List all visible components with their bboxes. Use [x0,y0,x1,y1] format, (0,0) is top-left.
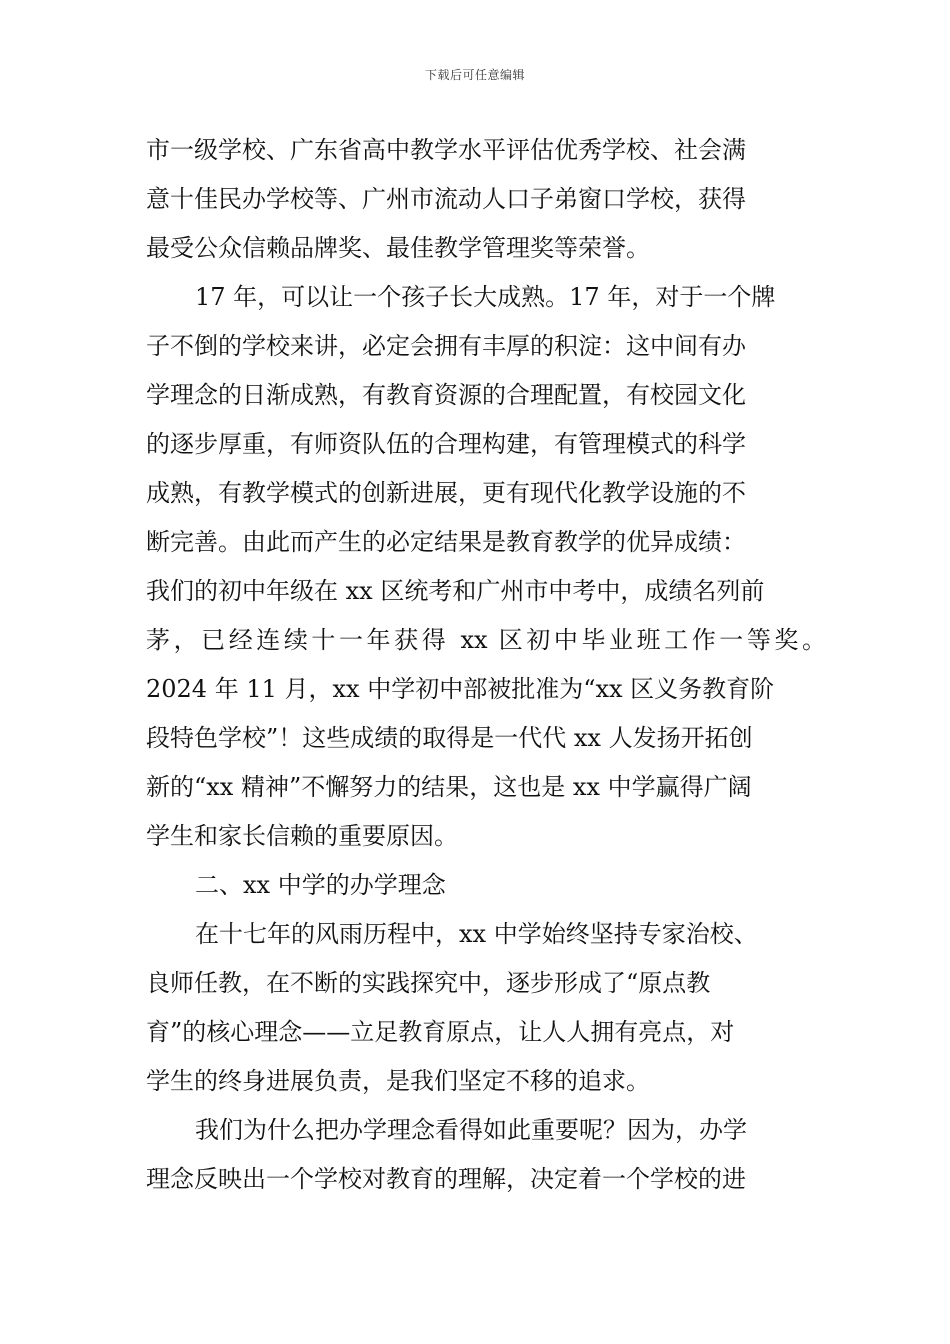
paragraph-first-line: 在十七年的风雨历程中，xx 中学始终坚持专家治校、 [195,920,758,948]
section-heading: 二、xx 中学的办学理念 [195,871,446,899]
body-line: 段特色学校”！这些成绩的取得是一代代 xx 人发扬开拓创 [146,724,753,752]
body-line: 学生和家长信赖的重要原因。 [146,822,458,850]
body-line: 育”的核心理念——立足教育原点，让人人拥有亮点，对 [146,1018,735,1046]
body-line: 市一级学校、广东省高中教学水平评估优秀学校、社会满 [146,136,746,164]
body-line: 的逐步厚重，有师资队伍的合理构建，有管理模式的科学 [146,430,746,458]
document-body [146,126,826,1204]
body-line: 我们的初中年级在 xx 区统考和广州市中考中，成绩名列前 [146,577,765,605]
body-line: 2024 年 11 月，xx 中学初中部被批准为“xx 区义务教育阶 [146,675,775,703]
body-line: 子不倒的学校来讲，必定会拥有丰厚的积淀：这中间有办 [146,332,746,360]
paragraph-first-line: 17 年，可以让一个孩子长大成熟。17 年，对于一个牌 [195,283,776,311]
body-line: 学理念的日渐成熟，有教育资源的合理配置，有校园文化 [146,381,746,409]
body-line: 理念反映出一个学校对教育的理解，决定着一个学校的进 [146,1165,746,1193]
body-line: 最受公众信赖品牌奖、最佳教学管理奖等荣誉。 [146,234,650,262]
page-header: 下载后可任意编辑 [424,68,525,82]
body-line: 良师任教，在不断的实践探究中，逐步形成了“原点教 [146,969,711,997]
body-line: 意十佳民办学校等、广州市流动人口子弟窗口学校，获得 [146,185,746,213]
body-line: 茅，已经连续十一年获得 xx 区初中毕业班工作一等奖。 [146,626,826,654]
body-line: 断完善。由此而产生的必定结果是教育教学的优异成绩： [146,528,746,556]
body-line: 新的“xx 精神”不懈努力的结果，这也是 xx 中学赢得广阔 [146,773,752,801]
body-line: 学生的终身进展负责，是我们坚定不移的追求。 [146,1067,650,1095]
body-line: 成熟，有教学模式的创新进展，更有现代化教学设施的不 [146,479,746,507]
paragraph-first-line: 我们为什么把办学理念看得如此重要呢？因为，办学 [195,1116,747,1144]
